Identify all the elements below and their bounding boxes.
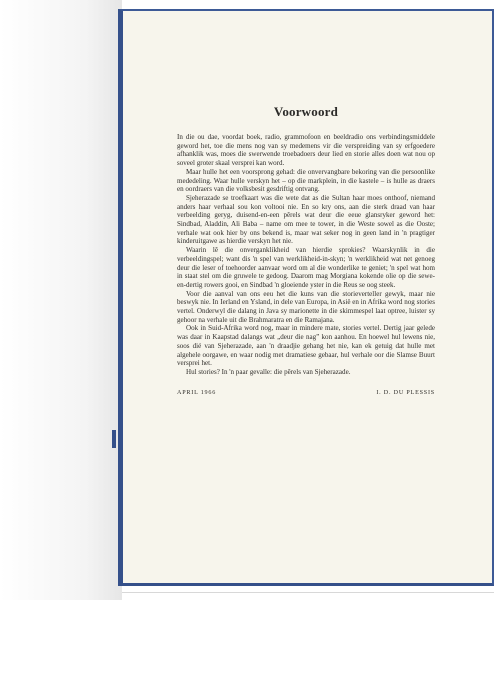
page-title: Voorwoord: [273, 104, 339, 119]
author-signature: I. D. DU PLESSIS: [376, 389, 435, 396]
paragraph-2: Maar hulle het een voorsprong gehad: die onvervangbare bekoring van die persoonlike mededeling. Waar hulle verskyn het – op die markplein, in die kastele – is hulle as draers en oordraers van die volksbesit gesdriftig ontvang.: [177, 167, 435, 194]
left-margin-shadow: [0, 0, 122, 600]
page-text-block: [177, 104, 435, 396]
paragraph-5: Voor die aanval van ons eeu het die kuns van die storieverteller gewyk, maar nie beswyk nie. In Ierland en Ysland, in dele van Europa, in Asië en in Afrika word nog stories vertel. Onderwyl die dalang in Java sy marionette in die skimmespel laat optree, luister sy gehoor na verhale uit die Brahmaratra en die Ramajana.: [177, 289, 435, 324]
paragraph-6: Ook in Suid-Afrika word nog, maar in mindere mate, stories vertel. Dertig jaar gelede was daar in Kaapstad dalangs wat „deur die nag” kon aanhou. En hoewel hul lewens nie, soos dié van Sjeherazade, aan 'n draadjie gehang het nie, kan ek getuig dat hulle met algehele oorgawe, en waar nodig met dramatiese gebaar, hul verhale oor die Slamse Buurt versprei het.: [177, 324, 435, 368]
paragraph-3: Sjeherazade se troefkaart was die wete dat as die Sultan haar moes onthoof, niemand anders haar verhaal sou kon voltooi nie. En so kry ons, aan die sterk draad van haar verbeelding geryg, duisend-en-een pêrels wat deur die eeue glansryker geword het: Sindbad, Aladdin, Ali Baba – name om mee te tower, in die Weste sowel as die Ooste; verhale wat ook hier by ons bekend is, maar wat seker nog in geen land in 'n pragtiger kinderuitgawe as hierdie verskyn het nie.: [177, 193, 435, 246]
scan-bottom-edge: [122, 592, 494, 593]
paragraph-7: Hul stories? In 'n paar gevalle: die pêrels van Sjeherazade.: [186, 367, 351, 376]
date-line: APRIL 1966: [177, 389, 217, 396]
page-footer: [177, 390, 435, 396]
paragraph-1: In die ou dae, voordat boek, radio, grammofoon en beeldradio ons verbindingsmiddele geword het, toe die mens nog van sy medemens vir die verspreiding van sy erfgoedere afhanklik was, moes die swerwende troebadoers deur lied en storie alles doen wat nou op soveel groter skaal versprei kan word.: [177, 133, 435, 168]
page-edge-tab: [112, 430, 116, 448]
book-page: [118, 9, 494, 586]
paragraph-4: Waarin lê die onverganklikheid van hierdie sprokies? Waarskynlik in die verbeeldingspel; want dis 'n spel van werklikheid-in-skyn; 'n werklikheid wat net genoeg deur die leser of toehoorder aanvaar word om al die wonderlike te geniet; 'n spel wat hom in staat stel om die gruwele te gedoog. Daarom mag Morgiana kokende olie op die sewe-en-dertig rowers gooi, en Sindbad 'n gloeiende yster in die Reus se oog steek.: [177, 246, 435, 289]
